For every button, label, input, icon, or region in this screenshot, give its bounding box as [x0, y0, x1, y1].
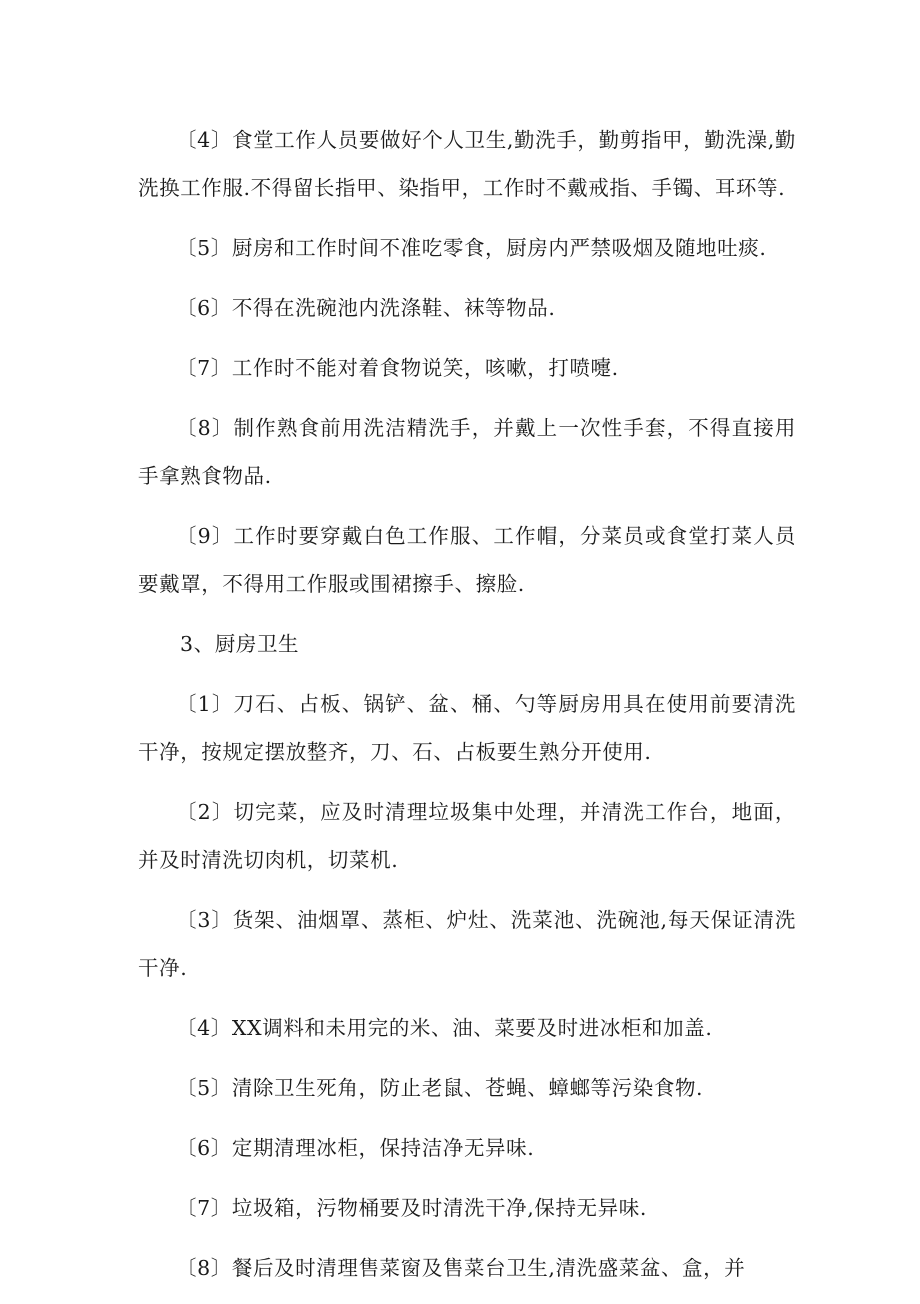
paragraph-kitchen-hygiene-8: 〔8〕餐后及时清理售菜窗及售菜台卫生,清洗盛菜盆、盒，并	[176, 1256, 746, 1280]
paragraph-staff-hygiene-6: 〔6〕不得在洗碗池内洗涤鞋、袜等物品.	[176, 296, 556, 320]
paragraph-kitchen-hygiene-1: 〔1〕刀石、占板、锅铲、盆、桶、勺等厨房用具在使用前要清洗干净，按规定摆放整齐，刀、石、占板要生熟分开使用.	[138, 692, 796, 764]
paragraph-staff-hygiene-4: 〔4〕食堂工作人员要做好个人卫生,勤洗手，勤剪指甲，勤洗澡,勤洗换工作服.不得留长指甲、染指甲，工作时不戴戒指、手镯、耳环等.	[138, 128, 796, 200]
paragraph-kitchen-hygiene-3: 〔3〕货架、油烟罩、蒸柜、炉灶、洗菜池、洗碗池,每天保证清洗干净.	[138, 908, 796, 980]
paragraph-kitchen-hygiene-5: 〔5〕清除卫生死角，防止老鼠、苍蝇、蟑螂等污染食物.	[176, 1076, 704, 1100]
paragraph-staff-hygiene-5: 〔5〕厨房和工作时间不准吃零食，厨房内严禁吸烟及随地吐痰.	[176, 236, 767, 260]
document-body	[138, 116, 796, 1304]
section-heading-kitchen-hygiene: 3、厨房卫生	[180, 632, 300, 656]
paragraph-kitchen-hygiene-7: 〔7〕垃圾箱，污物桶要及时清洗干净,保持无异味.	[176, 1196, 647, 1220]
paragraph-staff-hygiene-9: 〔9〕工作时要穿戴白色工作服、工作帽，分菜员或食堂打菜人员要戴罩，不得用工作服或围裙擦手、擦脸.	[138, 524, 796, 596]
paragraph-kitchen-hygiene-2: 〔2〕切完菜，应及时清理垃圾集中处理，并清洗工作台，地面，并及时清洗切肉机，切菜机.	[138, 800, 796, 872]
paragraph-staff-hygiene-8: 〔8〕制作熟食前用洗洁精洗手，并戴上一次性手套，不得直接用手拿熟食物品.	[138, 416, 796, 488]
paragraph-staff-hygiene-7: 〔7〕工作时不能对着食物说笑，咳嗽，打喷嚏.	[176, 356, 619, 380]
paragraph-kitchen-hygiene-4: 〔4〕XX调料和未用完的米、油、菜要及时进冰柜和加盖.	[176, 1016, 713, 1040]
paragraph-kitchen-hygiene-6: 〔6〕定期清理冰柜，保持洁净无异味.	[176, 1136, 535, 1160]
